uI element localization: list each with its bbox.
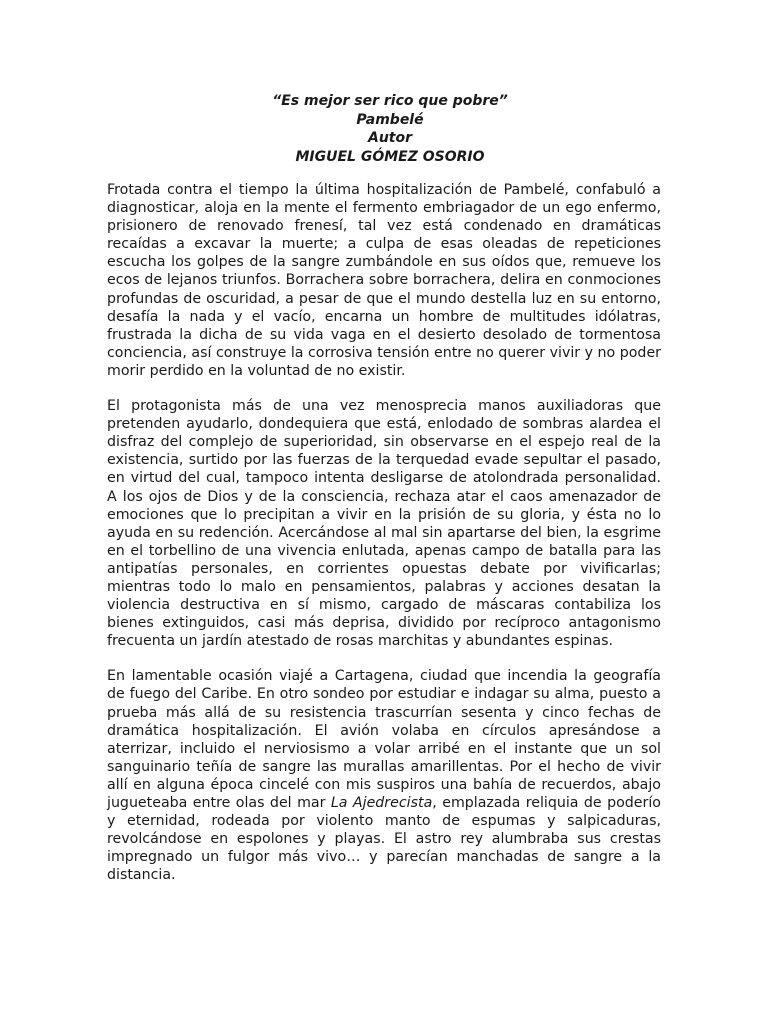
paragraph-3 [107, 667, 661, 884]
paragraph-3-text-before: En lamentable ocasión viajé a Cartagena, ciudad que incendia la geografía de fuego del Caribe. En otro sondeo por estudiar e indagar su alma, puesto a prueba más allá de su resistencia trascurrían sesenta y cinco fechas de dramática hospitalización. El avión volaba en círculos apresándose a aterrizar, incluido el nerviosismo a volar arribé en el instante que un sol sanguinario teñía de sangre las murallas amarillentas. Por el hecho de vivir allí en alguna época cincelé con mis suspiros una bahía de recuerdos, abajo jugueteaba entre olas del mar [107, 668, 661, 811]
paragraph-2: El protagonista más de una vez menosprecia manos auxiliadoras que pretenden ayudarlo, dondequiera que está, enlodado de sombras alardea el disfraz del complejo de superioridad, sin observarse en el espejo real de la existencia, surtido por las fuerzas de la terquedad evade sepultar el pasado, en virtud del cual, tampoco intenta desligarse de atolondrada personalidad. A los ojos de Dios y de la consciencia, rechaza atar el caos amenazador de emociones que lo precipitan a vivir en la prisión de su gloria, y ésta no lo ayuda en su redención. Acercándose al mal sin apartarse del bien, la esgrime en el torbellino de una vivencia enlutada, apenas campo de batalla para las antipatías personales, en corrientes opuestas debate por vivificarlas; mientras todo lo malo en pensamientos, palabras y acciones desatan la violencia destructiva en sí mismo, cargado de máscaras contabiliza los bienes extinguidos, casi más deprisa, dividido por recíproco antagonismo frecuenta un jardín atestado de rosas marchitas y abundantes espinas. [107, 398, 661, 650]
paragraph-1: Frotada contra el tiempo la última hospitalización de Pambelé, confabuló a diagnosticar, aloja en la mente el fermento embriagador de un ego enfermo, prisionero de renovado frenesí, tal vez está condenado en dramáticas recaídas a excavar la muerte; a culpa de esas oleadas de repeticiones escucha los golpes de la sangre zumbándole en sus oídos que, remueve los ecos de lejanos triunfos. Borrachera sobre borrachera, delira en conmociones profundas de oscuridad, a pesar de que el mundo destella luz en su entorno, desafía la nada y el vacío, encarna un hombre de multitudes idólatras, frustrada la dicha de su vida vaga en el desierto desolado de tormentosa conciencia, así construye la corrosiva tensión entre no querer vivir y no poder morir perdido en la voluntad de no existir. [107, 182, 661, 379]
author-name: MIGUEL GÓMEZ OSORIO [295, 148, 485, 165]
author-label: Autor [367, 130, 413, 146]
document-header [100, 92, 680, 166]
paragraph-3-italic-name: La Ajedrecista [330, 795, 433, 811]
paragraph-3-text-after: , emplazada reliquia de poderío y eternidad, rodeada por violento manto de espumas y salpicaduras, revolcándose en espolones y playas. El astro rey alumbraba sus crestas impregnado un fulgor más vivo… y parecían manchadas de sangre a la distancia. [107, 795, 661, 884]
document-body [107, 181, 661, 901]
document-subtitle: Pambelé [356, 111, 424, 128]
document-title: “Es mejor ser rico que pobre” [272, 93, 508, 109]
